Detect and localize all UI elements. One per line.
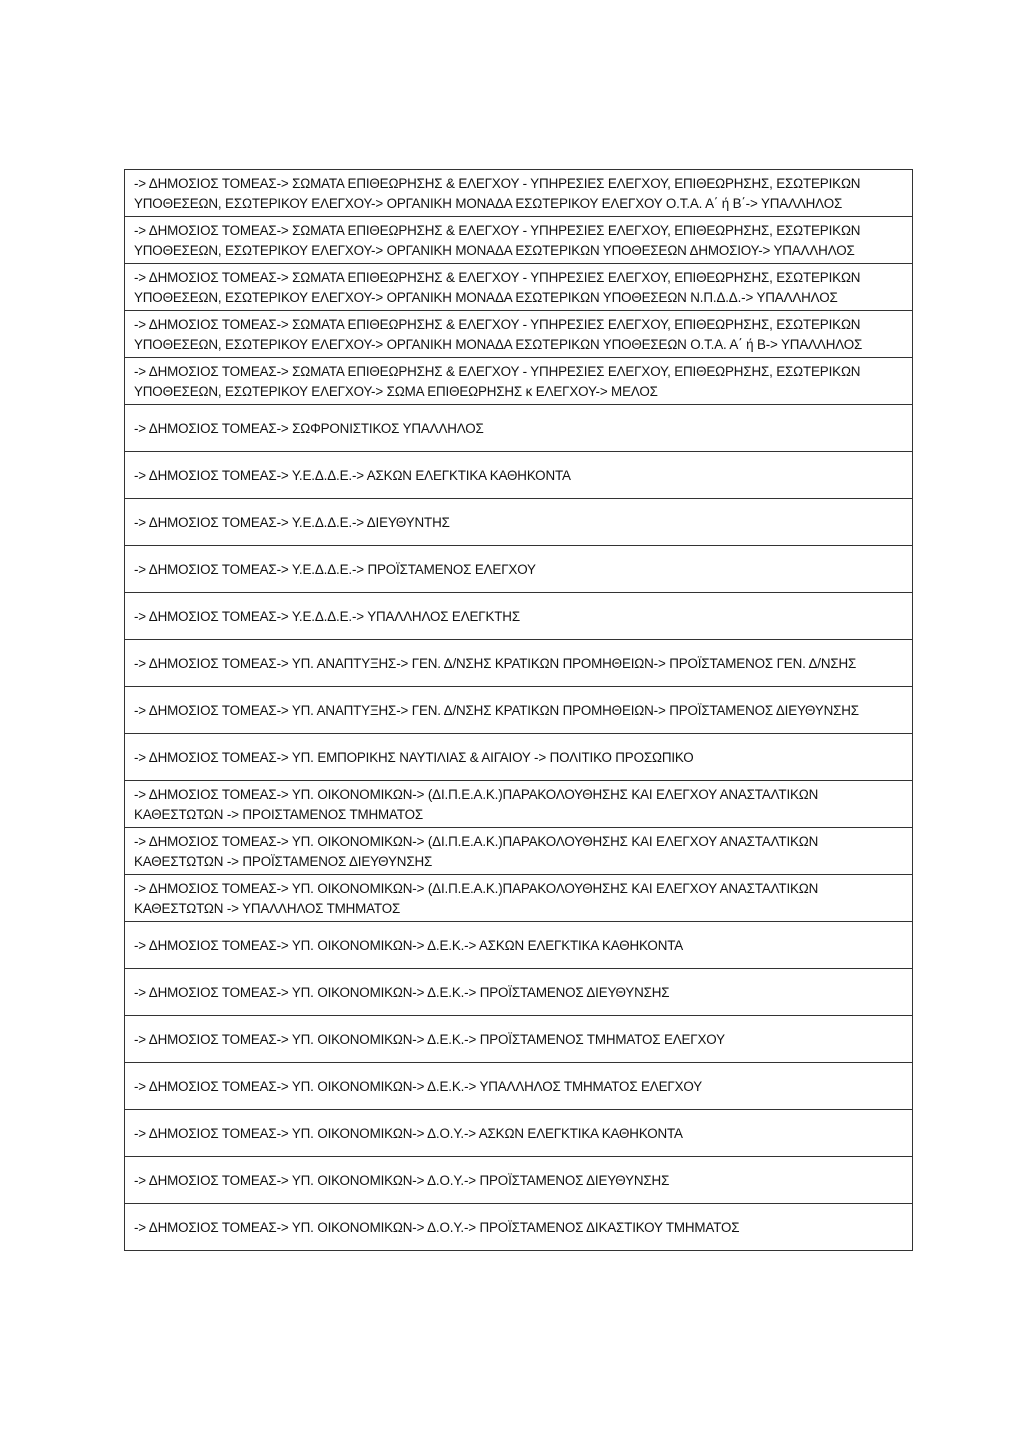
table-row	[125, 1016, 913, 1063]
table-row	[125, 1157, 913, 1204]
table-cell: -> ΔΗΜΟΣΙΟΣ ΤΟΜΕΑΣ-> ΣΩΜΑΤΑ ΕΠΙΘΕΩΡΗΣΗΣ & ΕΛΕΓΧΟΥ - ΥΠΗΡΕΣΙΕΣ ΕΛΕΓΧΟΥ, ΕΠΙΘΕΩΡΗΣΗΣ, ΕΣΩΤΕΡΙΚΩΝ ΥΠΟΘΕΣΕΩΝ, ΕΣΩΤΕΡΙΚΟΥ ΕΛΕΓΧΟΥ-> ΟΡΓΑΝΙΚΗ ΜΟΝΑΔΑ ΕΣΩΤΕΡΙΚΩΝ ΥΠΟΘΕΣΕΩΝ Ο.Τ.Α. Α΄ ή Β-> ΥΠΑΛΛΗΛΟΣ	[125, 311, 913, 358]
table-row	[125, 1204, 913, 1251]
table-row	[125, 264, 913, 311]
table-cell: -> ΔΗΜΟΣΙΟΣ ΤΟΜΕΑΣ-> ΥΠ. ΕΜΠΟΡΙΚΗΣ ΝΑΥΤΙΛΙΑΣ & ΑΙΓΑΙΟΥ -> ΠΟΛΙΤΙΚΟ ΠΡΟΣΩΠΙΚΟ	[125, 734, 913, 781]
table-row	[125, 875, 913, 922]
table-row	[125, 781, 913, 828]
table-cell: -> ΔΗΜΟΣΙΟΣ ΤΟΜΕΑΣ-> ΣΩΜΑΤΑ ΕΠΙΘΕΩΡΗΣΗΣ & ΕΛΕΓΧΟΥ - ΥΠΗΡΕΣΙΕΣ ΕΛΕΓΧΟΥ, ΕΠΙΘΕΩΡΗΣΗΣ, ΕΣΩΤΕΡΙΚΩΝ ΥΠΟΘΕΣΕΩΝ, ΕΣΩΤΕΡΙΚΟΥ ΕΛΕΓΧΟΥ-> ΟΡΓΑΝΙΚΗ ΜΟΝΑΔΑ ΕΣΩΤΕΡΙΚΩΝ ΥΠΟΘΕΣΕΩΝ Ν.Π.Δ.Δ.-> ΥΠΑΛΛΗΛΟΣ	[125, 264, 913, 311]
table-row	[125, 734, 913, 781]
table-cell: -> ΔΗΜΟΣΙΟΣ ΤΟΜΕΑΣ-> ΣΩΦΡΟΝΙΣΤΙΚΟΣ ΥΠΑΛΛΗΛΟΣ	[125, 405, 913, 452]
table-cell: -> ΔΗΜΟΣΙΟΣ ΤΟΜΕΑΣ-> ΣΩΜΑΤΑ ΕΠΙΘΕΩΡΗΣΗΣ & ΕΛΕΓΧΟΥ - ΥΠΗΡΕΣΙΕΣ ΕΛΕΓΧΟΥ, ΕΠΙΘΕΩΡΗΣΗΣ, ΕΣΩΤΕΡΙΚΩΝ ΥΠΟΘΕΣΕΩΝ, ΕΣΩΤΕΡΙΚΟΥ ΕΛΕΓΧΟΥ-> ΟΡΓΑΝΙΚΗ ΜΟΝΑΔΑ ΕΣΩΤΕΡΙΚΩΝ ΥΠΟΘΕΣΕΩΝ ΔΗΜΟΣΙΟΥ-> ΥΠΑΛΛΗΛΟΣ	[125, 217, 913, 264]
table-row	[125, 1110, 913, 1157]
entries-table	[124, 169, 913, 1251]
table-cell: -> ΔΗΜΟΣΙΟΣ ΤΟΜΕΑΣ-> ΥΠ. ΟΙΚΟΝΟΜΙΚΩΝ-> Δ.Ε.Κ.-> ΠΡΟΪΣΤΑΜΕΝΟΣ ΤΜΗΜΑΤΟΣ ΕΛΕΓΧΟΥ	[125, 1016, 913, 1063]
table-cell: -> ΔΗΜΟΣΙΟΣ ΤΟΜΕΑΣ-> Υ.Ε.Δ.Δ.Ε.-> ΑΣΚΩΝ ΕΛΕΓΚΤΙΚΑ ΚΑΘΗΚΟΝΤΑ	[125, 452, 913, 499]
table-cell: -> ΔΗΜΟΣΙΟΣ ΤΟΜΕΑΣ-> ΥΠ. ΟΙΚΟΝΟΜΙΚΩΝ-> Δ.Ε.Κ.-> ΠΡΟΪΣΤΑΜΕΝΟΣ ΔΙΕΥΘΥΝΣΗΣ	[125, 969, 913, 1016]
table-row	[125, 405, 913, 452]
table-cell: -> ΔΗΜΟΣΙΟΣ ΤΟΜΕΑΣ-> ΥΠ. ΟΙΚΟΝΟΜΙΚΩΝ-> Δ.Ε.Κ.-> ΥΠΑΛΛΗΛΟΣ ΤΜΗΜΑΤΟΣ ΕΛΕΓΧΟΥ	[125, 1063, 913, 1110]
table-row	[125, 358, 913, 405]
table-row	[125, 311, 913, 358]
table-row	[125, 640, 913, 687]
table-cell: -> ΔΗΜΟΣΙΟΣ ΤΟΜΕΑΣ-> Υ.Ε.Δ.Δ.Ε.-> ΔΙΕΥΘΥΝΤΗΣ	[125, 499, 913, 546]
table-cell: -> ΔΗΜΟΣΙΟΣ ΤΟΜΕΑΣ-> Υ.Ε.Δ.Δ.Ε.-> ΠΡΟΪΣΤΑΜΕΝΟΣ ΕΛΕΓΧΟΥ	[125, 546, 913, 593]
table-row	[125, 170, 913, 217]
table-row	[125, 217, 913, 264]
table-cell: -> ΔΗΜΟΣΙΟΣ ΤΟΜΕΑΣ-> ΥΠ. ΟΙΚΟΝΟΜΙΚΩΝ-> Δ.Ε.Κ.-> ΑΣΚΩΝ ΕΛΕΓΚΤΙΚΑ ΚΑΘΗΚΟΝΤΑ	[125, 922, 913, 969]
table-row	[125, 593, 913, 640]
table-cell: -> ΔΗΜΟΣΙΟΣ ΤΟΜΕΑΣ-> ΥΠ. ΑΝΑΠΤΥΞΗΣ-> ΓΕΝ. Δ/ΝΣΗΣ ΚΡΑΤΙΚΩΝ ΠΡΟΜΗΘΕΙΩΝ-> ΠΡΟΪΣΤΑΜΕΝΟΣ ΔΙΕΥΘΥΝΣΗΣ	[125, 687, 913, 734]
table-cell: -> ΔΗΜΟΣΙΟΣ ΤΟΜΕΑΣ-> ΥΠ. ΟΙΚΟΝΟΜΙΚΩΝ-> Δ.Ο.Υ.-> ΠΡΟΪΣΤΑΜΕΝΟΣ ΔΙΚΑΣΤΙΚΟΥ ΤΜΗΜΑΤΟΣ	[125, 1204, 913, 1251]
table-row	[125, 969, 913, 1016]
table-cell: -> ΔΗΜΟΣΙΟΣ ΤΟΜΕΑΣ-> ΣΩΜΑΤΑ ΕΠΙΘΕΩΡΗΣΗΣ & ΕΛΕΓΧΟΥ - ΥΠΗΡΕΣΙΕΣ ΕΛΕΓΧΟΥ, ΕΠΙΘΕΩΡΗΣΗΣ, ΕΣΩΤΕΡΙΚΩΝ ΥΠΟΘΕΣΕΩΝ, ΕΣΩΤΕΡΙΚΟΥ ΕΛΕΓΧΟΥ-> ΟΡΓΑΝΙΚΗ ΜΟΝΑΔΑ ΕΣΩΤΕΡΙΚΟΥ ΕΛΕΓΧΟΥ Ο.Τ.Α. Α΄ ή Β΄-> ΥΠΑΛΛΗΛΟΣ	[125, 170, 913, 217]
table-row	[125, 499, 913, 546]
table-cell: -> ΔΗΜΟΣΙΟΣ ΤΟΜΕΑΣ-> ΥΠ. ΟΙΚΟΝΟΜΙΚΩΝ-> (ΔΙ.Π.Ε.Α.Κ.)ΠΑΡΑΚΟΛΟΥΘΗΣΗΣ ΚΑΙ ΕΛΕΓΧΟΥ ΑΝΑΣΤΑΛΤΙΚΩΝ ΚΑΘΕΣΤΩΤΩΝ -> ΠΡΟΪΣΤΑΜΕΝΟΣ ΔΙΕΥΘΥΝΣΗΣ	[125, 828, 913, 875]
table-cell: -> ΔΗΜΟΣΙΟΣ ΤΟΜΕΑΣ-> ΥΠ. ΟΙΚΟΝΟΜΙΚΩΝ-> Δ.Ο.Υ.-> ΠΡΟΪΣΤΑΜΕΝΟΣ ΔΙΕΥΘΥΝΣΗΣ	[125, 1157, 913, 1204]
table-cell: -> ΔΗΜΟΣΙΟΣ ΤΟΜΕΑΣ-> ΣΩΜΑΤΑ ΕΠΙΘΕΩΡΗΣΗΣ & ΕΛΕΓΧΟΥ - ΥΠΗΡΕΣΙΕΣ ΕΛΕΓΧΟΥ, ΕΠΙΘΕΩΡΗΣΗΣ, ΕΣΩΤΕΡΙΚΩΝ ΥΠΟΘΕΣΕΩΝ, ΕΣΩΤΕΡΙΚΟΥ ΕΛΕΓΧΟΥ-> ΣΩΜΑ ΕΠΙΘΕΩΡΗΣΗΣ κ ΕΛΕΓΧΟΥ-> ΜΕΛΟΣ	[125, 358, 913, 405]
table-cell: -> ΔΗΜΟΣΙΟΣ ΤΟΜΕΑΣ-> ΥΠ. ΟΙΚΟΝΟΜΙΚΩΝ-> (ΔΙ.Π.Ε.Α.Κ.)ΠΑΡΑΚΟΛΟΥΘΗΣΗΣ ΚΑΙ ΕΛΕΓΧΟΥ ΑΝΑΣΤΑΛΤΙΚΩΝ ΚΑΘΕΣΤΩΤΩΝ -> ΥΠΑΛΛΗΛΟΣ ΤΜΗΜΑΤΟΣ	[125, 875, 913, 922]
table-row	[125, 922, 913, 969]
table-cell: -> ΔΗΜΟΣΙΟΣ ΤΟΜΕΑΣ-> ΥΠ. ΟΙΚΟΝΟΜΙΚΩΝ-> (ΔΙ.Π.Ε.Α.Κ.)ΠΑΡΑΚΟΛΟΥΘΗΣΗΣ ΚΑΙ ΕΛΕΓΧΟΥ ΑΝΑΣΤΑΛΤΙΚΩΝ ΚΑΘΕΣΤΩΤΩΝ -> ΠΡΟΙΣΤΑΜΕΝΟΣ ΤΜΗΜΑΤΟΣ	[125, 781, 913, 828]
table-cell: -> ΔΗΜΟΣΙΟΣ ΤΟΜΕΑΣ-> ΥΠ. ΑΝΑΠΤΥΞΗΣ-> ΓΕΝ. Δ/ΝΣΗΣ ΚΡΑΤΙΚΩΝ ΠΡΟΜΗΘΕΙΩΝ-> ΠΡΟΪΣΤΑΜΕΝΟΣ ΓΕΝ. Δ/ΝΣΗΣ	[125, 640, 913, 687]
table-row	[125, 828, 913, 875]
table-row	[125, 687, 913, 734]
table-cell: -> ΔΗΜΟΣΙΟΣ ΤΟΜΕΑΣ-> ΥΠ. ΟΙΚΟΝΟΜΙΚΩΝ-> Δ.Ο.Υ.-> ΑΣΚΩΝ ΕΛΕΓΚΤΙΚΑ ΚΑΘΗΚΟΝΤΑ	[125, 1110, 913, 1157]
table-row	[125, 546, 913, 593]
table-row	[125, 452, 913, 499]
table-cell: -> ΔΗΜΟΣΙΟΣ ΤΟΜΕΑΣ-> Υ.Ε.Δ.Δ.Ε.-> ΥΠΑΛΛΗΛΟΣ ΕΛΕΓΚΤΗΣ	[125, 593, 913, 640]
table-row	[125, 1063, 913, 1110]
